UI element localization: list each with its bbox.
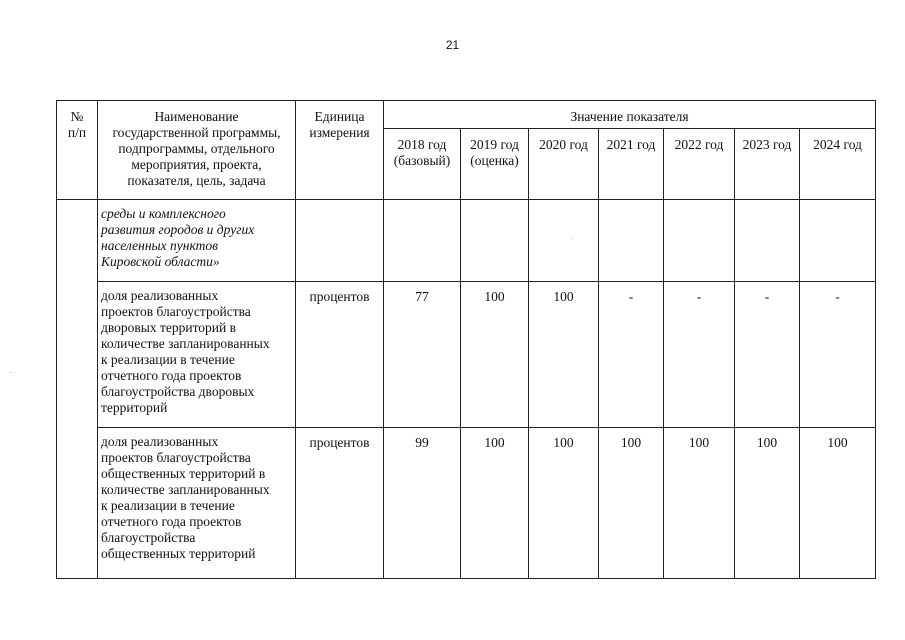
table-row (57, 282, 876, 428)
row-value-cell: 100 (599, 428, 664, 579)
header-year-2020: 2020 год (529, 129, 599, 200)
row-unit-cell: процентов (296, 428, 384, 579)
row-value-cell: 100 (735, 428, 800, 579)
header-year-2018: 2018 год (базовый) (384, 129, 461, 200)
row-value-cell (800, 200, 876, 282)
header-values-group-cell (384, 101, 876, 129)
row-value-cell: 100 (529, 282, 599, 428)
row-value-cell: 100 (800, 428, 876, 579)
row-value-cell: 99 (384, 428, 461, 579)
header-year-2024: 2024 год (800, 129, 876, 200)
row-value-cell: - (599, 282, 664, 428)
header-values-group: Значение показателя (570, 109, 689, 124)
row-value-cell (529, 200, 599, 282)
table-row (57, 200, 876, 282)
row-name: среды и комплексного развития городов и других населенных пунктов Кировской области» (101, 206, 255, 269)
header-year-2022: 2022 год (664, 129, 735, 200)
row-value-cell: 77 (384, 282, 461, 428)
table-row (57, 428, 876, 579)
row-value-cell (735, 200, 800, 282)
header-name: Наименование государственной программы, подпрограммы, отдельного мероприятия, проекта, показателя, цель, задача (112, 109, 281, 188)
row-value-cell: 100 (529, 428, 599, 579)
header-num: № п/п (67, 109, 87, 140)
row-unit-cell (296, 200, 384, 282)
row-value-cell: - (735, 282, 800, 428)
row-value-cell: - (664, 282, 735, 428)
row-value-cell: 100 (461, 428, 529, 579)
row-name-cell (98, 282, 296, 428)
page-number: 21 (445, 38, 460, 52)
row-name-cell (98, 428, 296, 579)
row-value-cell: 100 (664, 428, 735, 579)
header-year-2021: 2021 год (599, 129, 664, 200)
row-num-cell (57, 200, 98, 579)
header-unit: Единица измерения (309, 109, 370, 140)
indicator-table (56, 100, 876, 579)
row-value-cell (461, 200, 529, 282)
header-year-2019: 2019 год (оценка) (461, 129, 529, 200)
row-name: доля реализованных проектов благоустройства общественных территорий в количестве запланированных к реализации в течение отчетного года проектов благоустройства общественных территорий (101, 434, 270, 561)
header-row-top (57, 101, 876, 129)
scan-speck (572, 238, 573, 239)
row-value-cell: - (800, 282, 876, 428)
scan-speck (10, 372, 11, 373)
header-name-cell (98, 101, 296, 200)
header-unit-cell (296, 101, 384, 200)
row-name: доля реализованных проектов благоустройства дворовых территорий в количестве запланированных к реализации в течение отчетного года проектов благоустройства дворовых территорий (101, 288, 270, 415)
row-value-cell (664, 200, 735, 282)
row-value-cell (384, 200, 461, 282)
row-value-cell: 100 (461, 282, 529, 428)
row-name-cell (98, 200, 296, 282)
row-unit-cell: процентов (296, 282, 384, 428)
row-value-cell (599, 200, 664, 282)
header-num-cell (57, 101, 98, 200)
header-year-2023: 2023 год (735, 129, 800, 200)
